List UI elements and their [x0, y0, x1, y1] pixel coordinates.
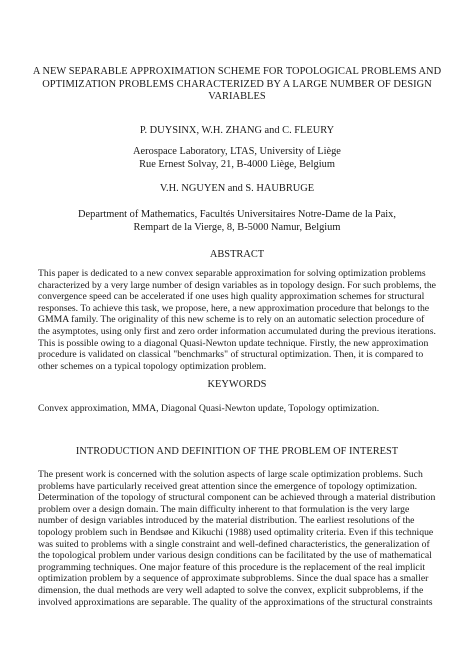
- authors-group-1: P. DUYSINX, W.H. ZHANG and C. FLEURY: [139, 125, 335, 136]
- introduction-heading: INTRODUCTION AND DEFINITION OF THE PROBLEM OF INTEREST: [75, 446, 399, 457]
- title-line: VARIABLES: [208, 91, 266, 103]
- intro-line: problem over a design domain. The main difficulty inherent to that formulation is the very large: [38, 503, 410, 515]
- title-line: A NEW SEPARABLE APPROXIMATION SCHEME FOR TOPOLOGICAL PROBLEMS AND: [32, 66, 442, 77]
- intro-line: The present work is concerned with the solution aspects of large scale optimization problems. Such: [38, 469, 423, 480]
- intro-line: programming techniques. One major feature of this procedure is the replacement of the real implicit: [38, 561, 426, 573]
- affiliation-line: Aerospace Laboratory, LTAS, University of Liège: [133, 146, 341, 157]
- affiliation-line: Department of Mathematics, Facultés Universitaires Notre-Dame de la Paix,: [78, 209, 396, 220]
- abstract-line: the asymptotes, using only first and zero order information accumulated during the previous iterations.: [38, 325, 436, 337]
- abstract-heading: ABSTRACT: [209, 249, 265, 260]
- intro-line: involved approximations are separable. The quality of the approximations of the structural constraints: [38, 596, 433, 608]
- abstract-line: responses. To achieve this task, we propose, here, a new approximation procedure that belongs to the: [38, 302, 430, 314]
- keywords-text: Convex approximation, MMA, Diagonal Quasi-Newton update, Topology optimization.: [38, 403, 380, 414]
- abstract-line: convergence speed can be accelerated if one uses high quality approximation schemes for structural: [38, 291, 425, 303]
- abstract-body: [38, 268, 442, 372]
- keywords-heading: KEYWORDS: [207, 379, 267, 390]
- intro-line: the topological problem under various design conditions can be facilitated by the use of mathematical: [38, 550, 432, 562]
- abstract-line: GMMA family. The originality of this new scheme is to rely on an automatic selection procedure of: [38, 314, 425, 326]
- abstract-line: procedure is validated on classical "benchmarks" of structural optimization. Then, it is compared to: [38, 349, 424, 361]
- intro-line: was suited to problems with a single constraint and well-defined characteristics, the generalization of: [38, 538, 430, 550]
- intro-line: Determination of the topology of structural component can be achieved through a material distribution: [38, 492, 436, 504]
- affiliation-line: Rempart de la Vierge, 8, B-5000 Namur, Belgium: [133, 222, 341, 233]
- intro-line: topology problem such in Bendsøe and Kikuchi (1988) used optimality criteria. Even if this technique: [38, 526, 434, 538]
- abstract-line: characterized by a very large number of design variables as in topology design. For such problems, the: [38, 279, 436, 291]
- affiliation-line: Rue Ernest Solvay, 21, B-4000 Liège, Belgium: [139, 159, 335, 170]
- affiliation-2: [0, 208, 474, 234]
- intro-line: number of design variables introduced by the material distribution. The earliest resolutions of the: [38, 515, 415, 527]
- authors-group-2: V.H. NGUYEN and S. HAUBRUGE: [159, 183, 315, 194]
- intro-line: optimization problem by a sequence of approximate subproblems. Since the dual space has a smaller: [38, 573, 429, 585]
- abstract-line: This paper is dedicated to a new convex separable approximation for solving optimization problems: [38, 268, 426, 279]
- paper-title: [0, 66, 474, 104]
- intro-line: problems have particularly received great attention since the emergence of topology optimization.: [38, 480, 418, 492]
- affiliation-1: [0, 145, 474, 171]
- abstract-line: This is possible owing to a diagonal Quasi-Newton update technique. Firstly, the new approximation: [38, 337, 429, 349]
- intro-line: dimension, the dual methods are very well adapted to solve the convex, explicit subproblems, if the: [38, 584, 424, 596]
- abstract-line: other schemes on a typical topology optimization problem.: [38, 360, 267, 372]
- introduction-body: [38, 469, 442, 608]
- keywords-body: [38, 403, 442, 415]
- title-line: OPTIMIZATION PROBLEMS CHARACTERIZED BY A LARGE NUMBER OF DESIGN: [42, 78, 432, 90]
